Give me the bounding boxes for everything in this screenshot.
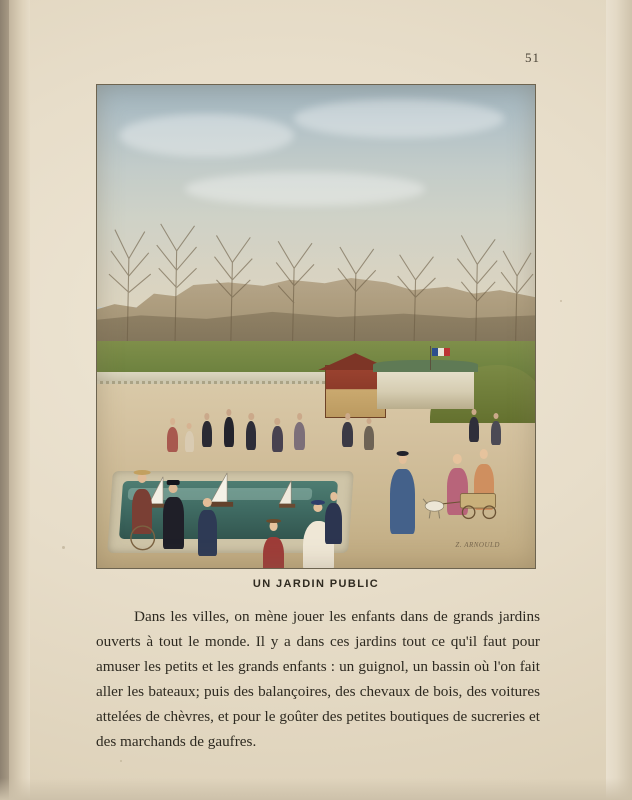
illustration-plate xyxy=(96,84,536,569)
french-flag xyxy=(432,348,450,356)
crowd-figure xyxy=(294,413,305,449)
illustration-caption: UN JARDIN PUBLIC xyxy=(252,578,380,590)
crowd-figure xyxy=(167,418,178,452)
page-binding-edge xyxy=(0,0,9,800)
pavilion-roof xyxy=(373,360,478,372)
pavilion xyxy=(377,370,473,409)
bare-trees xyxy=(97,191,535,365)
page-right-edge xyxy=(606,0,632,800)
woman-dark-coat xyxy=(325,491,343,544)
paper-speck xyxy=(62,546,65,549)
artist-signature: Z. ARNOULD xyxy=(455,540,500,549)
crowd-figure xyxy=(491,413,501,444)
paper-speck xyxy=(560,300,562,302)
paper-speck xyxy=(120,760,122,762)
man-in-black-coat xyxy=(163,481,184,549)
crowd-figure xyxy=(246,413,257,449)
body-paragraph: Dans les villes, on mène jouer les enfants dans de grands jardins ouverts à tout le monde. Il y a dans ces jardins tout ce qu'il faut pour amuser les petits et les grands enfants : un guignol, un bassin où l'on fait aller les bateaux; puis des balançoires, des chevaux de bois, des voitures attelées de chèvres, et pour le goûter des petites boutiques de sucreries et des marchands de gaufres. xyxy=(96,608,540,750)
crowd-figure xyxy=(272,418,283,452)
crowd-figure xyxy=(342,413,353,447)
hoop xyxy=(123,520,162,554)
cloud xyxy=(294,99,504,138)
crowd-figure xyxy=(202,413,212,447)
boy-in-blue xyxy=(198,496,217,556)
crowd-figure xyxy=(185,423,195,452)
crowd-figure xyxy=(224,409,234,448)
crowd-figure xyxy=(364,418,374,449)
page-number: 51 xyxy=(525,50,540,65)
crowd-figure xyxy=(469,409,479,443)
lady-in-blue-dress xyxy=(390,452,415,534)
flagpole xyxy=(430,346,431,370)
little-girl-red-dress xyxy=(263,520,283,569)
page-bottom-edge xyxy=(0,778,632,800)
goat-cart xyxy=(421,476,535,534)
